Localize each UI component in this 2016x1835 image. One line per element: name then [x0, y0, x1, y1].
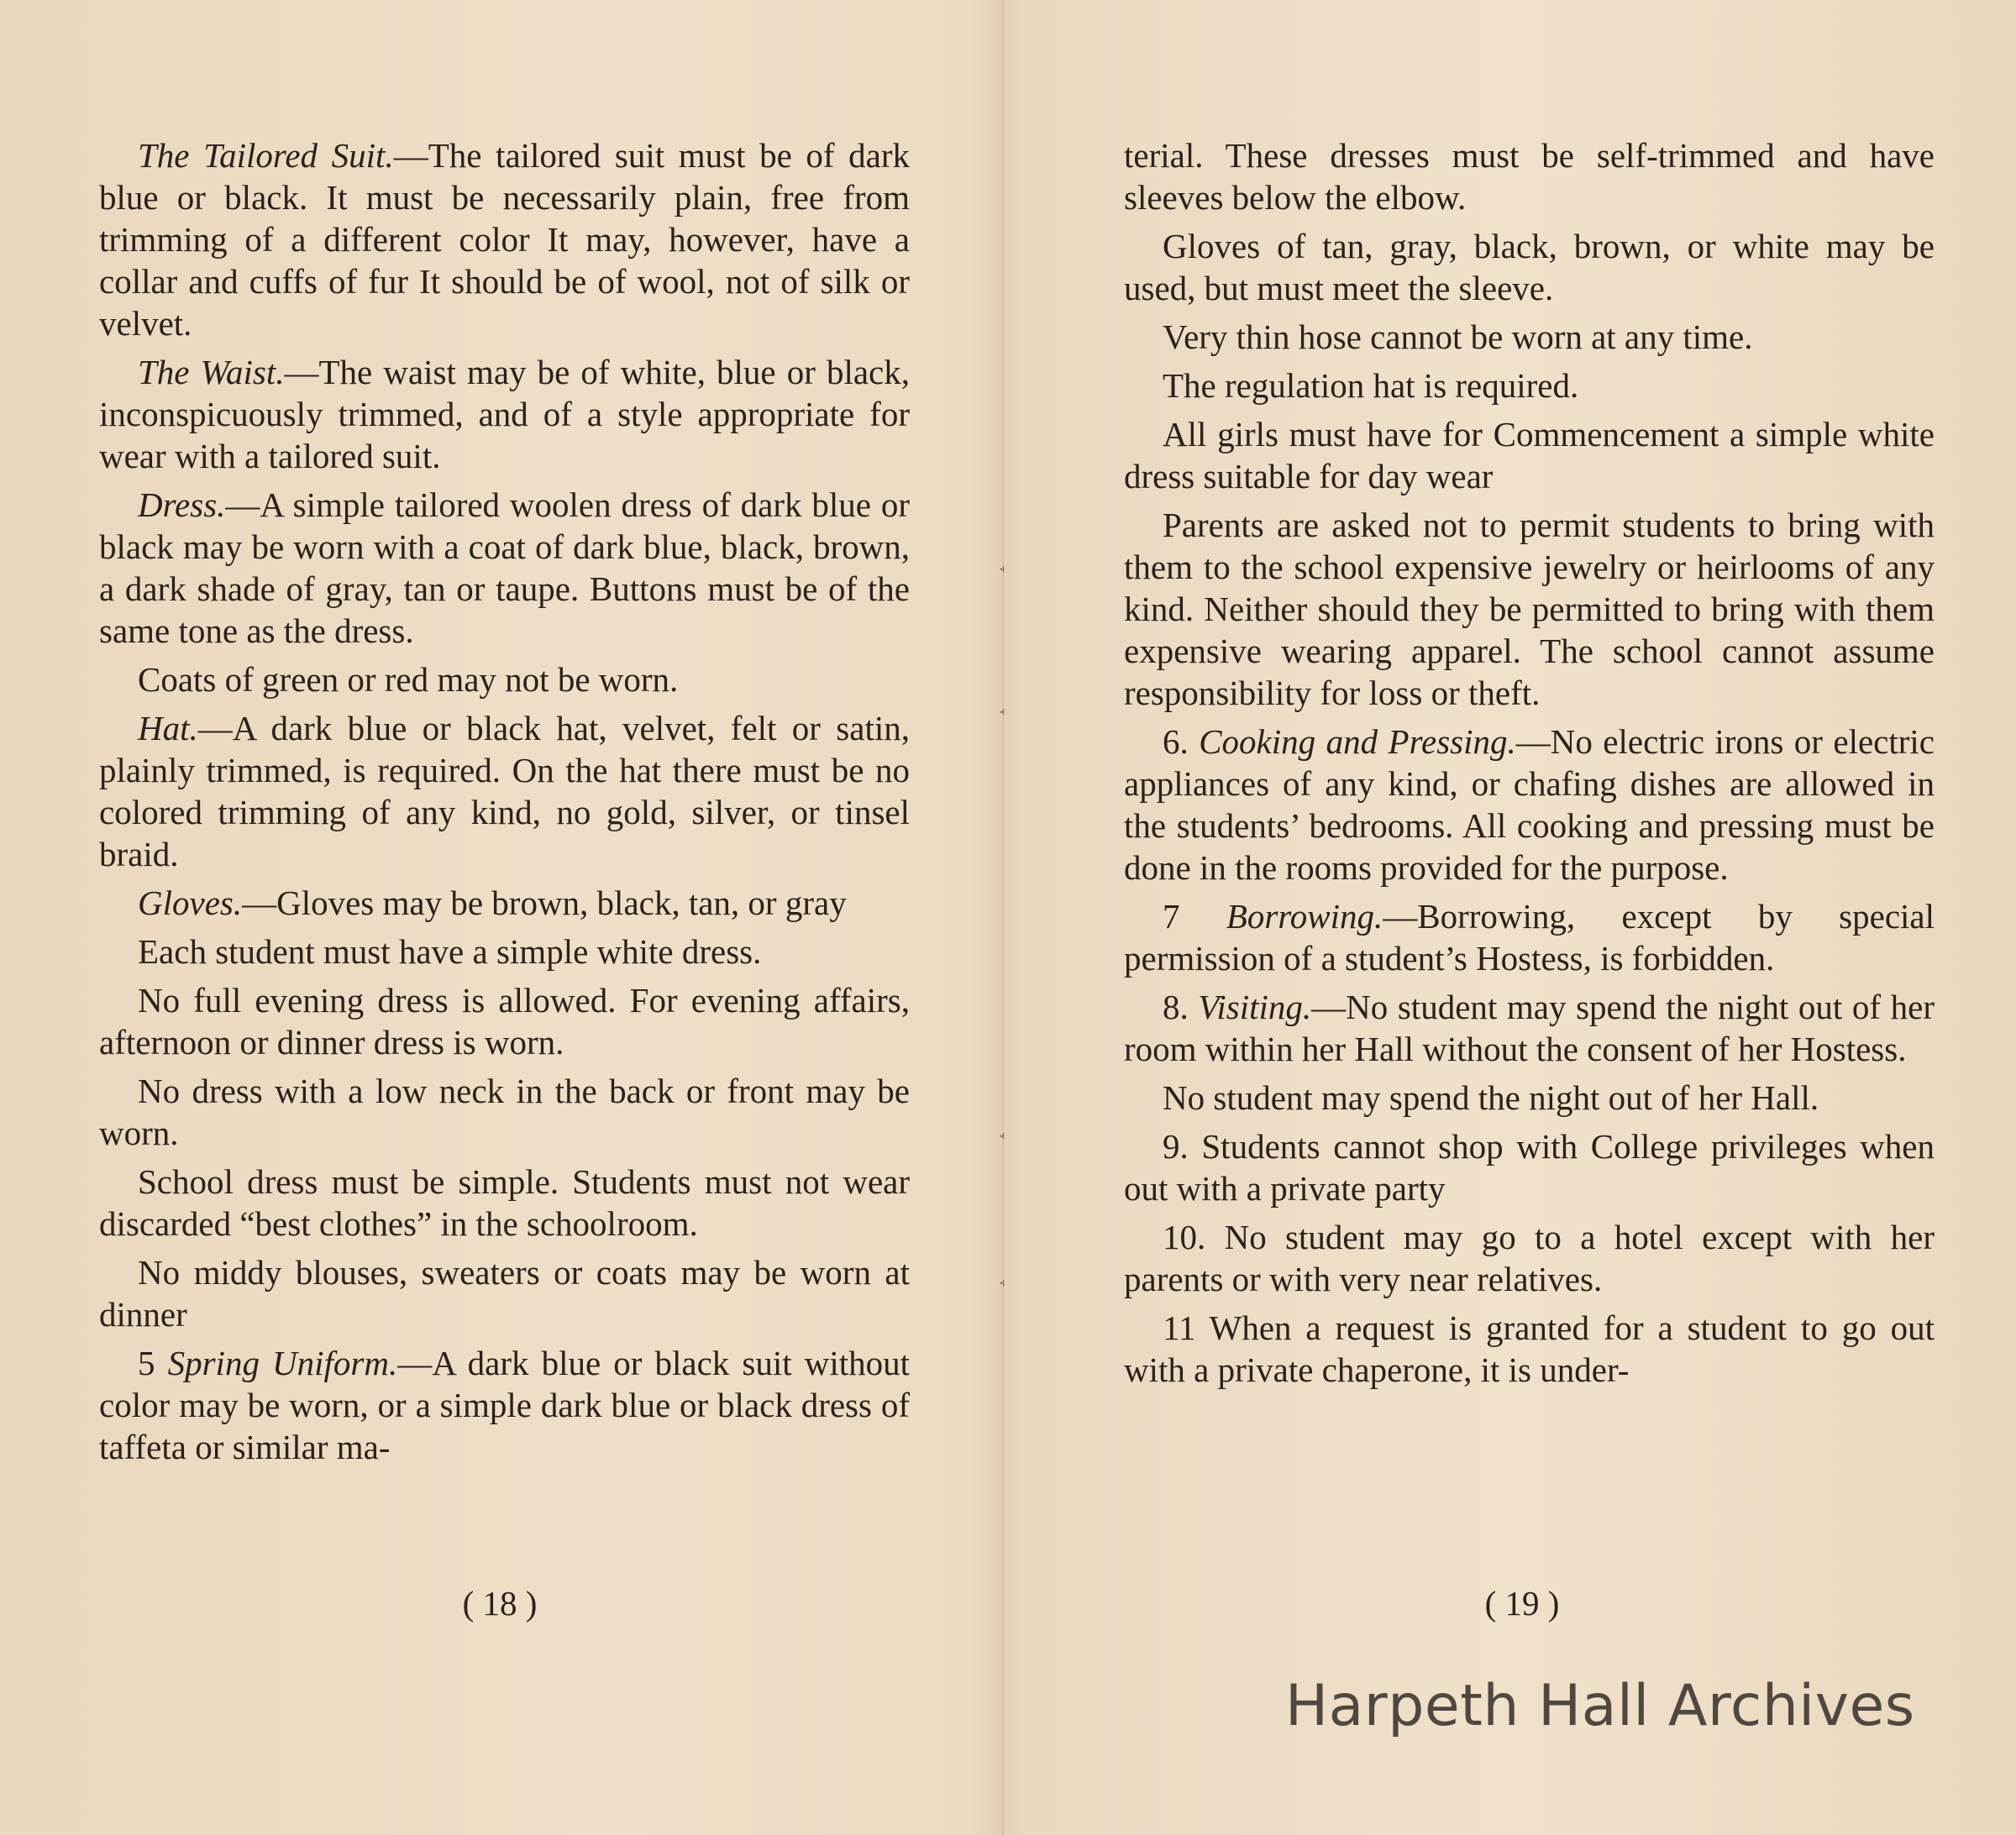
paragraph [99, 1251, 910, 1335]
paragraph-heading: Borrowing. [1226, 897, 1383, 936]
paragraph [1124, 721, 1935, 889]
paragraph-body: —A dark blue or black hat, velvet, felt or satin, plainly trimmed, is required. On the hat there must be no colored trimming of any kind, no gold, silver, or tinsel braid. [99, 709, 910, 873]
paragraph-body: —A dark blue or black suit without color may be worn, or a simple dark blue or black dress of taffeta or similar ma- [99, 1344, 910, 1466]
paragraph-heading: Dress. [138, 485, 226, 524]
paragraph-body: No dress with a low neck in the back or front may be worn. [99, 1072, 910, 1152]
binding-stitch [996, 714, 1008, 726]
paragraph [99, 134, 910, 344]
paragraph-body: 9. Students cannot shop with College privileges when out with a private party [1124, 1127, 1935, 1208]
paragraph-body: No student may spend the night out of her Hall. [1163, 1078, 1819, 1117]
paragraph [1124, 1077, 1935, 1119]
paragraph [99, 351, 910, 477]
paragraph-body: terial. These dresses must be self-trimmed and have sleeves below the elbow. [1124, 136, 1935, 217]
archive-watermark: Harpeth Hall Archives [1285, 1673, 1915, 1739]
paragraph-body: Each student must have a simple white dress. [138, 932, 762, 971]
paragraph-body: No middy blouses, sweaters or coats may be worn at dinner [99, 1253, 910, 1334]
paragraph-body: —A simple tailored woolen dress of dark blue or black may be worn with a coat of dark blue, black, brown, a dark shade of gray, tan or taupe. Buttons must be of the same tone as the dress. [99, 485, 910, 650]
paragraph [1124, 134, 1935, 218]
binding-stitch [996, 1285, 1008, 1297]
paragraph-heading: Spring Uniform. [167, 1344, 398, 1382]
paragraph [99, 658, 910, 700]
paragraph [1124, 986, 1935, 1070]
paragraph-heading: Visiting. [1198, 988, 1312, 1026]
paragraph [99, 979, 910, 1063]
paragraph [99, 707, 910, 875]
paragraph-body: School dress must be simple. Students must not wear discarded “best clothes” in the schoolroom. [99, 1162, 910, 1243]
paragraph [1124, 364, 1935, 406]
paragraph [1124, 1216, 1935, 1300]
paragraph [1124, 895, 1935, 979]
paragraph-body: Coats of green or red may not be worn. [138, 660, 679, 699]
paragraph [99, 931, 910, 973]
page-number-left: ( 18 ) [462, 1584, 538, 1623]
paragraph-body: —The tailored suit must be of dark blue or black. It must be necessarily plain, free from trimming of a different color It may, however, have a collar and cuffs of fur It should be of wool, not of silk or velvet. [99, 136, 910, 343]
paragraph [1124, 504, 1935, 714]
paragraph-body: —Gloves may be brown, black, tan, or gray [242, 883, 847, 922]
paragraph [99, 1070, 910, 1154]
paragraph-body: All girls must have for Commencement a simple white dress suitable for day wear [1124, 415, 1935, 495]
paragraph-body: Very thin hose cannot be worn at any time. [1163, 317, 1753, 356]
paragraph-heading: Cooking and Pressing. [1199, 722, 1516, 761]
binding-stitch [996, 1138, 1008, 1150]
paragraph [1124, 413, 1935, 497]
paragraph-number: 8. [1163, 988, 1199, 1026]
paragraph-body: The regulation hat is required. [1163, 366, 1579, 405]
paragraph-number: 6. [1163, 722, 1200, 761]
right-page-text [1124, 134, 1935, 1397]
paragraph [99, 484, 910, 652]
gutter-fold [1002, 0, 1004, 1835]
paragraph [1124, 316, 1935, 358]
paragraph-body: Gloves of tan, gray, black, brown, or white may be used, but must meet the sleeve. [1124, 227, 1935, 307]
paragraph-number: 7 [1163, 897, 1226, 936]
paragraph [99, 1161, 910, 1245]
binding-stitch [996, 571, 1008, 583]
paragraph-body: Parents are asked not to permit students to bring with them to the school expensive jewelry or heirlooms of any kind. Neither should they be permitted to bring with them expensive wearing apparel. The school cannot assume responsibility for loss or theft. [1124, 506, 1935, 712]
paragraph [1124, 225, 1935, 309]
paragraph [99, 882, 910, 924]
paragraph [99, 1342, 910, 1468]
paragraph-number: 5 [138, 1344, 168, 1382]
paragraph-body: 10. No student may go to a hotel except with her parents or with very near relatives. [1124, 1218, 1935, 1298]
paragraph-body: 11 When a request is granted for a student to go out with a private chaperone, it is under- [1124, 1308, 1935, 1389]
paragraph-body: —Borrowing, except by special permission of a student’s Hostess, is forbidden. [1124, 897, 1935, 978]
paragraph-heading: The Waist. [138, 353, 285, 391]
paragraph [1124, 1307, 1935, 1391]
paragraph-heading: Hat. [138, 709, 198, 747]
paragraph [1124, 1125, 1935, 1209]
paragraph-heading: The Tailored Suit. [138, 136, 394, 175]
paragraph-body: —The waist may be of white, blue or black, inconspicuously trimmed, and of a style appropriate for wear with a tailored suit. [99, 353, 910, 475]
left-page-text [99, 134, 910, 1475]
paragraph-heading: Gloves. [138, 883, 243, 922]
paragraph-body: No full evening dress is allowed. For evening affairs, afternoon or dinner dress is worn. [99, 981, 910, 1062]
paragraph-body: —No student may spend the night out of her room within her Hall without the consent of her Hostess. [1124, 988, 1935, 1068]
paragraph-body: —No electric irons or electric appliances of any kind, or chafing dishes are allowed in the students’ bedrooms. All cooking and pressing must be done in the rooms provided for the purpose. [1124, 722, 1935, 887]
page-number-right: ( 19 ) [1484, 1584, 1560, 1623]
